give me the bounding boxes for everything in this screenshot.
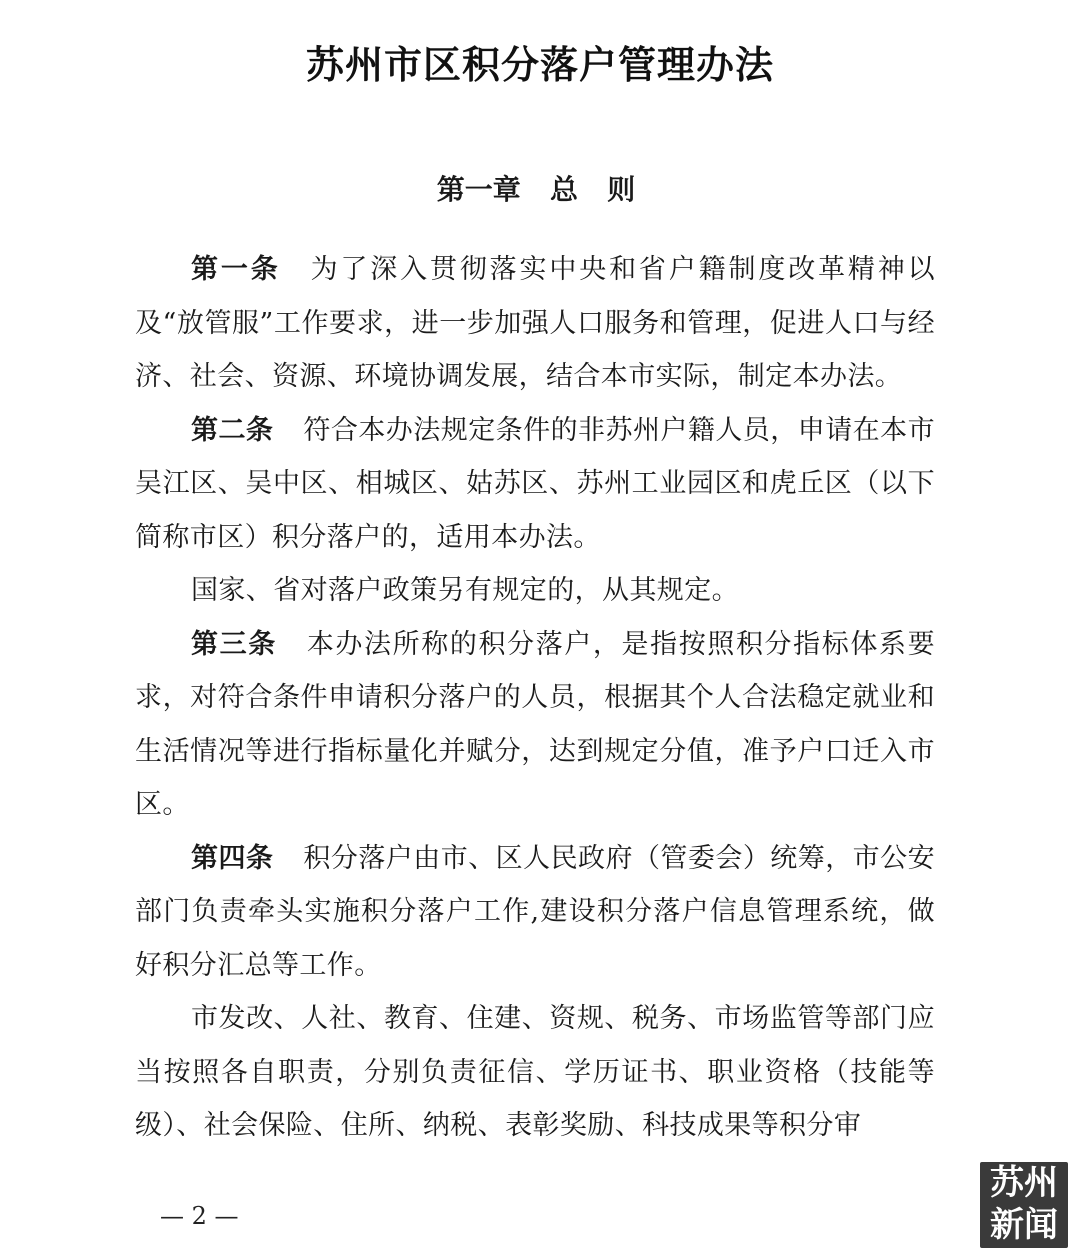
paragraph-article-2-note: [135, 564, 935, 618]
paragraph-article-2: [135, 404, 935, 565]
article-label: 第一条: [191, 254, 281, 285]
paragraph-article-4-departments: [135, 992, 935, 1153]
document-body: [135, 243, 935, 1153]
document-title: 苏州市区积分落户管理办法: [305, 42, 774, 87]
page-number: — 2 —: [160, 1202, 239, 1230]
chapter-heading: 第一章 总 则: [436, 173, 636, 206]
paragraph-text: 积分落户由市、区人民政府（管委会）统筹，市公安部门负责牵头实施积分落户工作,建设积分落户信息管理系统，做好积分汇总等工作。: [135, 842, 936, 981]
paragraph-article-1: [135, 243, 935, 404]
article-label: 第三条: [191, 628, 277, 660]
paragraph-text: 本办法所称的积分落户，是指按照积分指标体系要求，对符合条件申请积分落户的人员，根据其个人合法稳定就业和生活情况等进行指标量化并赋分，达到规定分值，准予户口迁入市区。: [135, 628, 935, 820]
paragraph-article-3: [135, 618, 935, 832]
suzhou-news-logo: [980, 1162, 1068, 1248]
article-label: 第四条: [191, 842, 274, 874]
logo-line-1: 苏州: [990, 1163, 1058, 1203]
logo-line-2: 新闻: [990, 1205, 1058, 1245]
article-label: 第二条: [191, 414, 274, 446]
paragraph-text: 国家、省对落户政策另有规定的，从其规定。: [191, 575, 739, 606]
paragraph-text: 市发改、人社、教育、住建、资规、税务、市场监管等部门应当按照各自职责，分别负责征信、学历证书、职业资格（技能等级）、社会保险、住所、纳税、表彰奖励、科技成果等积分审: [135, 1003, 935, 1141]
paragraph-text: 为了深入贯彻落实中央和省户籍制度改革精神以及“放管服”工作要求，进一步加强人口服务和管理，促进人口与经济、社会、资源、环境协调发展，结合本市实际，制定本办法。: [135, 254, 935, 392]
paragraph-article-4: [135, 832, 935, 993]
paragraph-text: 符合本办法规定条件的非苏州户籍人员，申请在本市吴江区、吴中区、相城区、姑苏区、苏州工业园区和虎丘区（以下简称市区）积分落户的，适用本办法。: [135, 414, 936, 553]
